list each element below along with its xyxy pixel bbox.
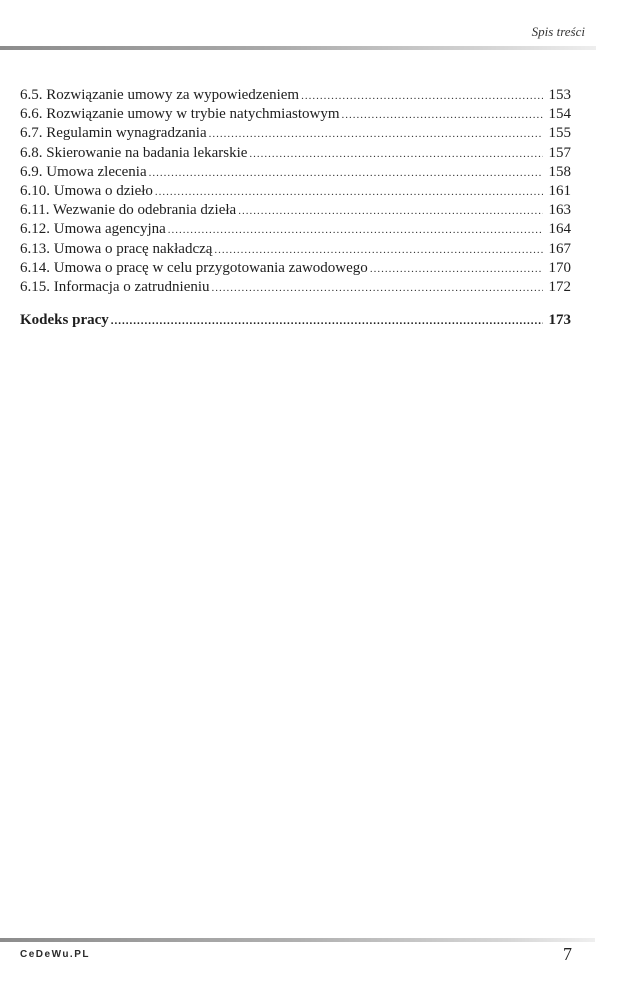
toc-entry-label: 6.12. Umowa agencyjna xyxy=(20,221,166,238)
toc-entry-page: 164 xyxy=(548,221,571,238)
toc-leader-dots xyxy=(111,312,543,331)
toc-entry-page: 157 xyxy=(548,144,571,161)
running-header-title: Spis treści xyxy=(531,24,585,39)
table-of-contents xyxy=(20,86,571,330)
toc-entry-page: 155 xyxy=(548,125,571,142)
toc-leader-dots xyxy=(212,279,543,298)
toc-entry[interactable] xyxy=(20,105,571,124)
toc-entry[interactable] xyxy=(20,259,571,278)
toc-entry-page: 154 xyxy=(548,106,571,123)
toc-entry-page: 167 xyxy=(548,240,571,257)
toc-entry-label: 6.5. Rozwiązanie umowy za wypowiedzeniem xyxy=(20,87,300,103)
toc-entry-label: 6.13. Umowa o pracę nakładczą xyxy=(20,240,213,257)
publisher-logo: CeDeWu.PL xyxy=(20,949,90,960)
toc-section-page: 173 xyxy=(548,312,571,329)
toc-entry-label: 6.6. Rozwiązanie umowy w trybie natychmiastowym xyxy=(20,106,340,123)
page-number: 7 xyxy=(563,944,572,964)
toc-entry-label: 6.11. Wezwanie do odebrania dzieła xyxy=(20,202,237,219)
toc-entry[interactable] xyxy=(20,201,571,220)
toc-leader-dots xyxy=(342,106,543,125)
toc-leader-dots xyxy=(155,183,543,202)
toc-entry[interactable] xyxy=(20,240,571,259)
toc-entry-page: 161 xyxy=(548,182,571,199)
toc-entry-label: 6.14. Umowa o pracę w celu przygotowania zawodowego xyxy=(20,259,368,276)
toc-leader-dots xyxy=(149,164,543,183)
toc-entry-page: 170 xyxy=(548,259,571,276)
toc-entry[interactable] xyxy=(20,124,571,143)
toc-entry[interactable] xyxy=(20,86,571,105)
toc-entry-label: 6.7. Regulamin wynagradzania xyxy=(20,125,207,142)
toc-section-label: Kodeks pracy xyxy=(20,312,109,329)
toc-leader-dots xyxy=(249,145,543,164)
toc-entry-page: 158 xyxy=(548,163,571,180)
toc-entry[interactable] xyxy=(20,182,571,201)
toc-entry[interactable] xyxy=(20,163,571,182)
toc-entry-label: 6.10. Umowa o dzieło xyxy=(20,182,153,199)
toc-entry[interactable] xyxy=(20,220,571,239)
toc-leader-dots xyxy=(209,125,543,144)
toc-entry-page: 153 xyxy=(548,87,571,103)
toc-leader-dots xyxy=(168,221,543,240)
toc-leader-dots xyxy=(214,241,543,260)
toc-entry-label: 6.15. Informacja o zatrudnieniu xyxy=(20,278,210,295)
toc-leader-dots xyxy=(370,260,543,279)
footer-divider xyxy=(0,938,595,942)
header-divider xyxy=(0,46,596,50)
toc-leader-dots xyxy=(301,87,543,106)
toc-section-entry[interactable] xyxy=(20,311,571,330)
toc-entry-label: 6.8. Skierowanie na badania lekarskie xyxy=(20,144,248,161)
toc-entry[interactable] xyxy=(20,278,571,297)
toc-leader-dots xyxy=(238,202,543,221)
toc-entry-label: 6.9. Umowa zlecenia xyxy=(20,163,147,180)
toc-entry[interactable] xyxy=(20,144,571,163)
toc-entry-page: 163 xyxy=(548,202,571,219)
toc-entry-page: 172 xyxy=(548,278,571,295)
